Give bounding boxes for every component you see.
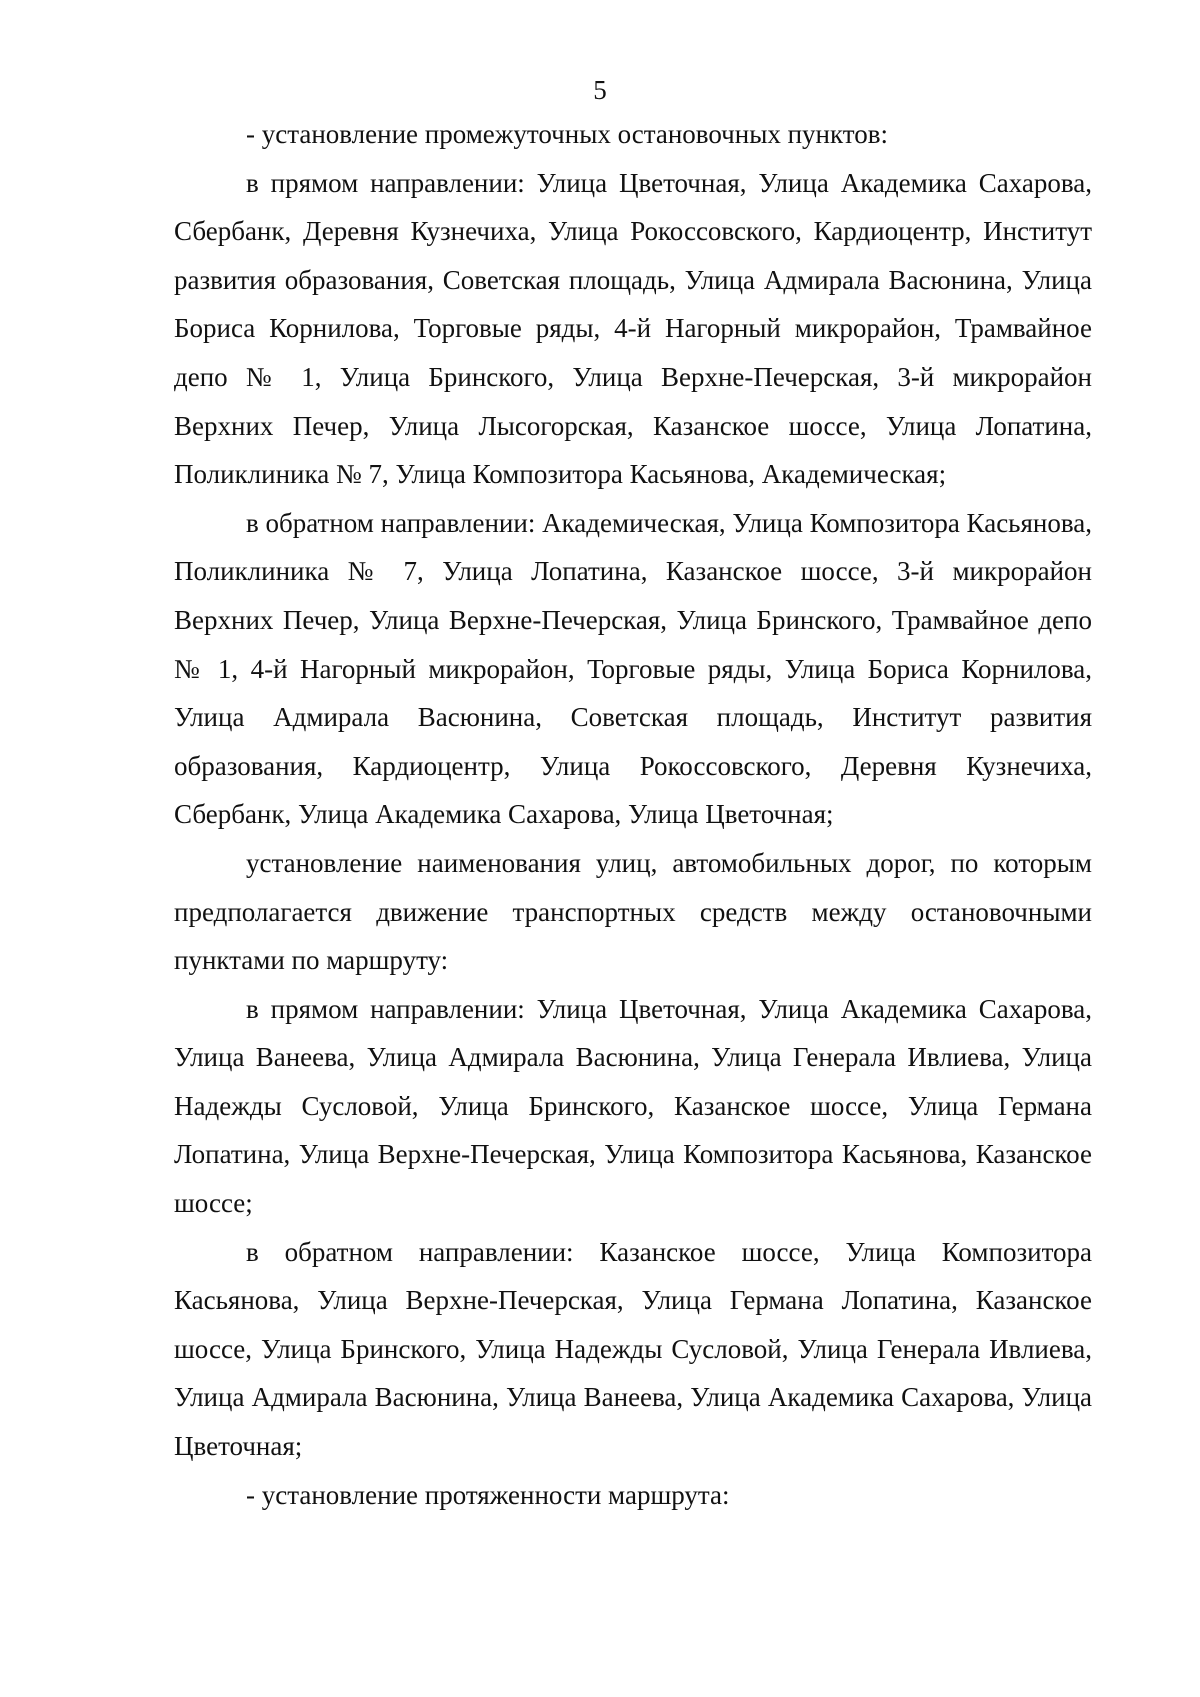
paragraph-route-length-heading: - установление протяженности маршрута: xyxy=(246,1479,730,1510)
page-number: 5 xyxy=(593,75,607,105)
paragraph-streets-forward: в прямом направлении: Улица Цветочная, Улица Академика Сахарова, Улица Ванеева, Улица Адмирала Васюнина, Улица Генерала Ивлиева, Улица Надежды Сусловой, Улица Бринского, Казанское шоссе, Улица Германа Лопатина, Улица Верхне-Печерская, Улица Композитора Касьянова, Казанское шоссе; xyxy=(174,993,1092,1219)
paragraph-streets-heading: установление наименования улиц, автомобильных дорог, по которым предполагается движение транспортных средств между остановочными пунктами по маршруту: xyxy=(174,847,1092,976)
paragraph-intermediate-stops-heading: - установление промежуточных остановочных пунктов: xyxy=(246,119,888,149)
paragraph-stops-forward: в прямом направлении: Улица Цветочная, Улица Академика Сахарова, Сбербанк, Деревня Кузнечиха, Улица Рокоссовского, Кардиоцентр, Институт развития образования, Советская площадь, Улица Адмирала Васюнина, Улица Бориса Корнилова, Торговые ряды, 4-й Нагорный микрорайон, Трамвайное депо № 1, Улица Бринского, Улица Верхне-Печерская, 3-й микрорайон Верхних Печер, Улица Лысогорская, Казанское шоссе, Улица Лопатина, Поликлиника № 7, Улица Композитора Касьянова, Академическая; xyxy=(174,167,1092,490)
document-body xyxy=(174,110,1092,1519)
paragraph-streets-reverse: в обратном направлении: Казанское шоссе, Улица Композитора Касьянова, Улица Верхне-Печерская, Улица Германа Лопатина, Казанское шоссе, Улица Бринского, Улица Надежды Сусловой, Улица Генерала Ивлиева, Улица Адмирала Васюнина, Улица Ванеева, Улица Академика Сахарова, Улица Цветочная; xyxy=(174,1236,1092,1462)
paragraph-stops-reverse: в обратном направлении: Академическая, Улица Композитора Касьянова, Поликлиника № 7, Улица Лопатина, Казанское шоссе, 3-й микрорайон Верхних Печер, Улица Верхне-Печерская, Улица Бринского, Трамвайное депо № 1, 4-й Нагорный микрорайон, Торговые ряды, Улица Бориса Корнилова, Улица Адмирала Васюнина, Советская площадь, Институт развития образования, Кардиоцентр, Улица Рокоссовского, Деревня Кузнечиха, Сбербанк, Улица Академика Сахарова, Улица Цветочная; xyxy=(174,507,1092,830)
